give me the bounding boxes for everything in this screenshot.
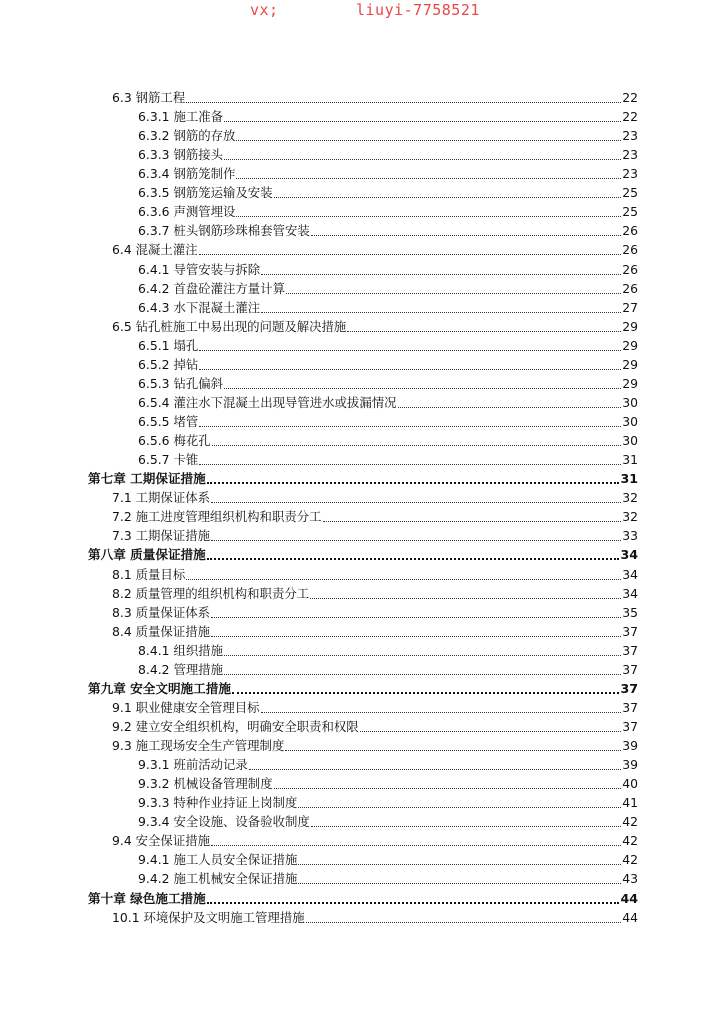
toc-entry-page-number: 30: [622, 414, 638, 430]
toc-entry-page-number: 29: [622, 375, 638, 391]
toc-entry-page-number: 26: [622, 280, 638, 296]
toc-dot-leader: [224, 159, 621, 160]
toc-entry-title: 6.5.5 堵管: [138, 414, 199, 430]
toc-entry-title: 9.3.4 安全设施、设备验收制度: [138, 814, 310, 830]
toc-entry-page-number: 31: [622, 452, 638, 468]
toc-entry-page-number: 43: [622, 871, 638, 887]
toc-dot-leader: [211, 540, 621, 541]
toc-entry-page-number: 23: [622, 147, 638, 163]
toc-dot-leader: [249, 769, 621, 770]
toc-entry-title: 9.3.1 班前活动记录: [138, 757, 248, 773]
toc-dot-leader: [311, 826, 621, 827]
toc-entry-title: 6.5.7 卡锥: [138, 452, 199, 468]
toc-dot-leader: [323, 521, 622, 522]
toc-entry[interactable]: [138, 202, 638, 221]
toc-entry[interactable]: [112, 622, 638, 641]
toc-entry-title: 7.2 施工进度管理组织机构和职责分工: [112, 509, 322, 525]
toc-entry[interactable]: [138, 393, 638, 412]
toc-dot-leader: [186, 579, 621, 580]
toc-entry-page-number: 44: [622, 909, 638, 925]
toc-entry-title: 7.1 工期保证体系: [112, 490, 210, 506]
toc-entry-title: 8.1 质量目标: [112, 566, 186, 582]
toc-dot-leader: [298, 807, 621, 808]
toc-dot-leader: [224, 655, 621, 656]
toc-entry-title: 6.3.7 桩头钢筋珍珠棉套管安装: [138, 223, 310, 239]
toc-dot-leader: [311, 235, 621, 236]
toc-entry-page-number: 23: [622, 128, 638, 144]
toc-entry-title: 6.3.5 钢筋笼运输及安装: [138, 185, 273, 201]
toc-entry-title: 第七章 工期保证措施: [88, 471, 206, 487]
toc-entry-page-number: 26: [622, 261, 638, 277]
toc-entry[interactable]: [138, 279, 638, 298]
toc-dot-leader: [224, 121, 621, 122]
toc-entry-page-number: 32: [622, 490, 638, 506]
toc-dot-leader: [286, 293, 621, 294]
toc-entry[interactable]: [138, 812, 638, 831]
watermark: [0, 0, 724, 22]
toc-entry[interactable]: [138, 126, 638, 145]
toc-entry[interactable]: [138, 850, 638, 869]
toc-entry-page-number: 25: [622, 204, 638, 220]
toc-dot-leader: [207, 902, 620, 904]
toc-entry[interactable]: [112, 831, 638, 850]
toc-dot-leader: [224, 674, 621, 675]
toc-entry[interactable]: [112, 526, 638, 545]
toc-entry-title: 9.1 职业健康安全管理目标: [112, 699, 260, 715]
toc-dot-leader: [199, 464, 621, 465]
toc-entry-page-number: 32: [622, 509, 638, 525]
toc-entry-title: 9.4 安全保证措施: [112, 833, 210, 849]
toc-dot-leader: [261, 312, 621, 313]
toc-dot-leader: [211, 636, 621, 637]
toc-entry-title: 第九章 安全文明施工措施: [88, 680, 231, 696]
toc-dot-leader: [236, 216, 621, 217]
watermark-right-text: liuyi-7758521: [356, 1, 480, 19]
toc-entry-page-number: 39: [622, 757, 638, 773]
toc-entry-title: 6.4.1 导管安装与拆除: [138, 261, 261, 277]
toc-entry[interactable]: [138, 774, 638, 793]
toc-entry[interactable]: [138, 145, 638, 164]
toc-entry-page-number: 44: [620, 890, 638, 906]
toc-dot-leader: [298, 883, 621, 884]
toc-entry-title: 6.5 钻孔桩施工中易出现的问题及解决措施: [112, 318, 347, 334]
toc-entry-page-number: 37: [622, 699, 638, 715]
toc-entry[interactable]: [138, 412, 638, 431]
toc-entry[interactable]: [138, 107, 638, 126]
toc-entry-title: 6.3 钢筋工程: [112, 90, 186, 105]
toc-entry-page-number: 34: [622, 585, 638, 601]
toc-entry[interactable]: [138, 336, 638, 355]
toc-dot-leader: [207, 558, 620, 560]
toc-chapter-entry[interactable]: [88, 469, 638, 488]
toc-entry-title: 8.3 质量保证体系: [112, 604, 210, 620]
toc-entry[interactable]: [112, 908, 638, 927]
toc-entry-title: 8.4 质量保证措施: [112, 623, 210, 639]
toc-entry-page-number: 34: [620, 547, 638, 563]
toc-dot-leader: [298, 864, 621, 865]
toc-entry-title: 6.4.2 首盘砼灌注方量计算: [138, 280, 285, 296]
toc-entry-page-number: 41: [622, 795, 638, 811]
toc-dot-leader: [310, 598, 621, 599]
toc-entry[interactable]: [112, 317, 638, 336]
watermark-left-text: vx;: [250, 1, 279, 19]
toc-dot-leader: [211, 502, 621, 503]
toc-dot-leader: [274, 788, 622, 789]
toc-entry[interactable]: [138, 869, 638, 888]
toc-entry-page-number: 26: [622, 223, 638, 239]
toc-dot-leader: [274, 197, 622, 198]
toc-dot-leader: [211, 617, 621, 618]
toc-chapter-entry[interactable]: [88, 545, 638, 564]
toc-entry-title: 6.5.2 掉钻: [138, 356, 199, 372]
toc-dot-leader: [285, 750, 621, 751]
toc-entry-title: 6.3.2 钢筋的存放: [138, 128, 236, 144]
toc-entry-title: 6.3.4 钢筋笼制作: [138, 166, 236, 182]
toc-entry-page-number: 25: [622, 185, 638, 201]
toc-dot-leader: [199, 254, 622, 255]
toc-entry-page-number: 42: [622, 833, 638, 849]
toc-chapter-entry[interactable]: [88, 889, 638, 908]
toc-dot-leader: [261, 712, 622, 713]
toc-entry[interactable]: [112, 584, 638, 603]
toc-dot-leader: [360, 731, 622, 732]
toc-chapter-entry[interactable]: [88, 679, 638, 698]
toc-entry[interactable]: [112, 698, 638, 717]
toc-entry-title: 8.2 质量管理的组织机构和职责分工: [112, 585, 310, 601]
toc-entry-page-number: 29: [622, 318, 638, 334]
toc-entry-title: 9.3 施工现场安全生产管理制度: [112, 738, 285, 754]
toc-entry-title: 6.5.1 塌孔: [138, 337, 199, 353]
toc-entry-page-number: 40: [622, 776, 638, 792]
toc-dot-leader: [398, 407, 622, 408]
toc-dot-leader: [211, 845, 621, 846]
toc-entry[interactable]: [112, 488, 638, 507]
toc-entry-title: 9.3.3 特种作业持证上岗制度: [138, 795, 298, 811]
toc-entry[interactable]: [138, 431, 638, 450]
toc-entry-title: 7.3 工期保证措施: [112, 528, 210, 544]
toc-entry-page-number: 37: [622, 661, 638, 677]
toc-dot-leader: [261, 274, 621, 275]
toc-entry[interactable]: [112, 240, 638, 259]
toc-entry[interactable]: [112, 717, 638, 736]
toc-entry[interactable]: [112, 507, 638, 526]
toc-dot-leader: [347, 331, 621, 332]
toc-entry-page-number: 30: [622, 433, 638, 449]
toc-dot-leader: [224, 388, 621, 389]
toc-entry-page-number: 37: [622, 642, 638, 658]
toc-entry[interactable]: [138, 660, 638, 679]
toc-dot-leader: [236, 140, 621, 141]
toc-entry-page-number: 30: [622, 394, 638, 410]
toc-dot-leader: [236, 178, 621, 179]
toc-entry[interactable]: [138, 374, 638, 393]
toc-entry-page-number: 27: [622, 299, 638, 315]
toc-entry[interactable]: [138, 641, 638, 660]
toc-entry-title: 9.4.1 施工人员安全保证措施: [138, 852, 298, 868]
toc-entry[interactable]: [138, 298, 638, 317]
toc-entry-page-number: 35: [622, 604, 638, 620]
toc-entry-page-number: 23: [622, 166, 638, 182]
toc-entry[interactable]: [138, 260, 638, 279]
toc-entry-page-number: 42: [622, 814, 638, 830]
toc-entry[interactable]: [112, 565, 638, 584]
toc-entry-page-number: 42: [622, 852, 638, 868]
toc-entry[interactable]: [138, 355, 638, 374]
toc-entry[interactable]: [138, 450, 638, 469]
toc-entry-title: 6.3.1 施工准备: [138, 109, 224, 125]
toc-entry-page-number: 22: [622, 90, 638, 105]
toc-entry[interactable]: [138, 164, 638, 183]
toc-entry[interactable]: [112, 736, 638, 755]
toc-entry-page-number: 22: [622, 109, 638, 125]
toc-entry-page-number: 37: [620, 680, 638, 696]
toc-dot-leader: [186, 102, 621, 103]
toc-entry-page-number: 29: [622, 356, 638, 372]
toc-entry-page-number: 33: [622, 528, 638, 544]
toc-entry-title: 6.5.6 梅花孔: [138, 433, 211, 449]
toc-entry-page-number: 29: [622, 337, 638, 353]
toc-dot-leader: [199, 369, 621, 370]
toc-entry-page-number: 31: [620, 471, 638, 487]
toc-dot-leader: [306, 922, 622, 923]
toc-entry-title: 10.1 环境保护及文明施工管理措施: [112, 909, 305, 925]
toc-entry-page-number: 26: [622, 242, 638, 258]
toc-entry-title: 第十章 绿色施工措施: [88, 890, 206, 906]
toc-entry-title: 6.4.3 水下混凝土灌注: [138, 299, 261, 315]
toc-entry-page-number: 34: [622, 566, 638, 582]
toc-entry[interactable]: [112, 603, 638, 622]
toc-entry-title: 8.4.1 组织措施: [138, 642, 224, 658]
toc-entry-title: 6.5.4 灌注水下混凝土出现导管进水或拔漏情况: [138, 394, 397, 410]
toc-entry[interactable]: [138, 221, 638, 240]
toc-entry-title: 6.5.3 钻孔偏斜: [138, 375, 224, 391]
toc-dot-leader: [199, 426, 621, 427]
toc-dot-leader: [232, 692, 620, 694]
toc-entry-page-number: 39: [622, 738, 638, 754]
toc-entry-title: 9.2 建立安全组织机构，明确安全职责和权限: [112, 718, 359, 734]
toc-entry-title: 6.3.3 钢筋接头: [138, 147, 224, 163]
toc-entry-title: 第八章 质量保证措施: [88, 547, 206, 563]
toc-entry-title: 9.3.2 机械设备管理制度: [138, 776, 273, 792]
toc-dot-leader: [207, 482, 620, 484]
toc-entry-title: 9.4.2 施工机械安全保证措施: [138, 871, 298, 887]
toc-entry-title: 6.4 混凝土灌注: [112, 242, 198, 258]
toc-dot-leader: [199, 350, 621, 351]
toc-entry-title: 8.4.2 管理措施: [138, 661, 224, 677]
toc-entry-page-number: 37: [622, 623, 638, 639]
toc-entry-page-number: 37: [622, 718, 638, 734]
toc-entry[interactable]: [112, 88, 638, 107]
toc-entry[interactable]: [138, 755, 638, 774]
toc-entry[interactable]: [138, 793, 638, 812]
toc-entry-title: 6.3.6 声测管埋设: [138, 204, 236, 220]
toc-dot-leader: [212, 445, 622, 446]
toc-entry[interactable]: [138, 183, 638, 202]
